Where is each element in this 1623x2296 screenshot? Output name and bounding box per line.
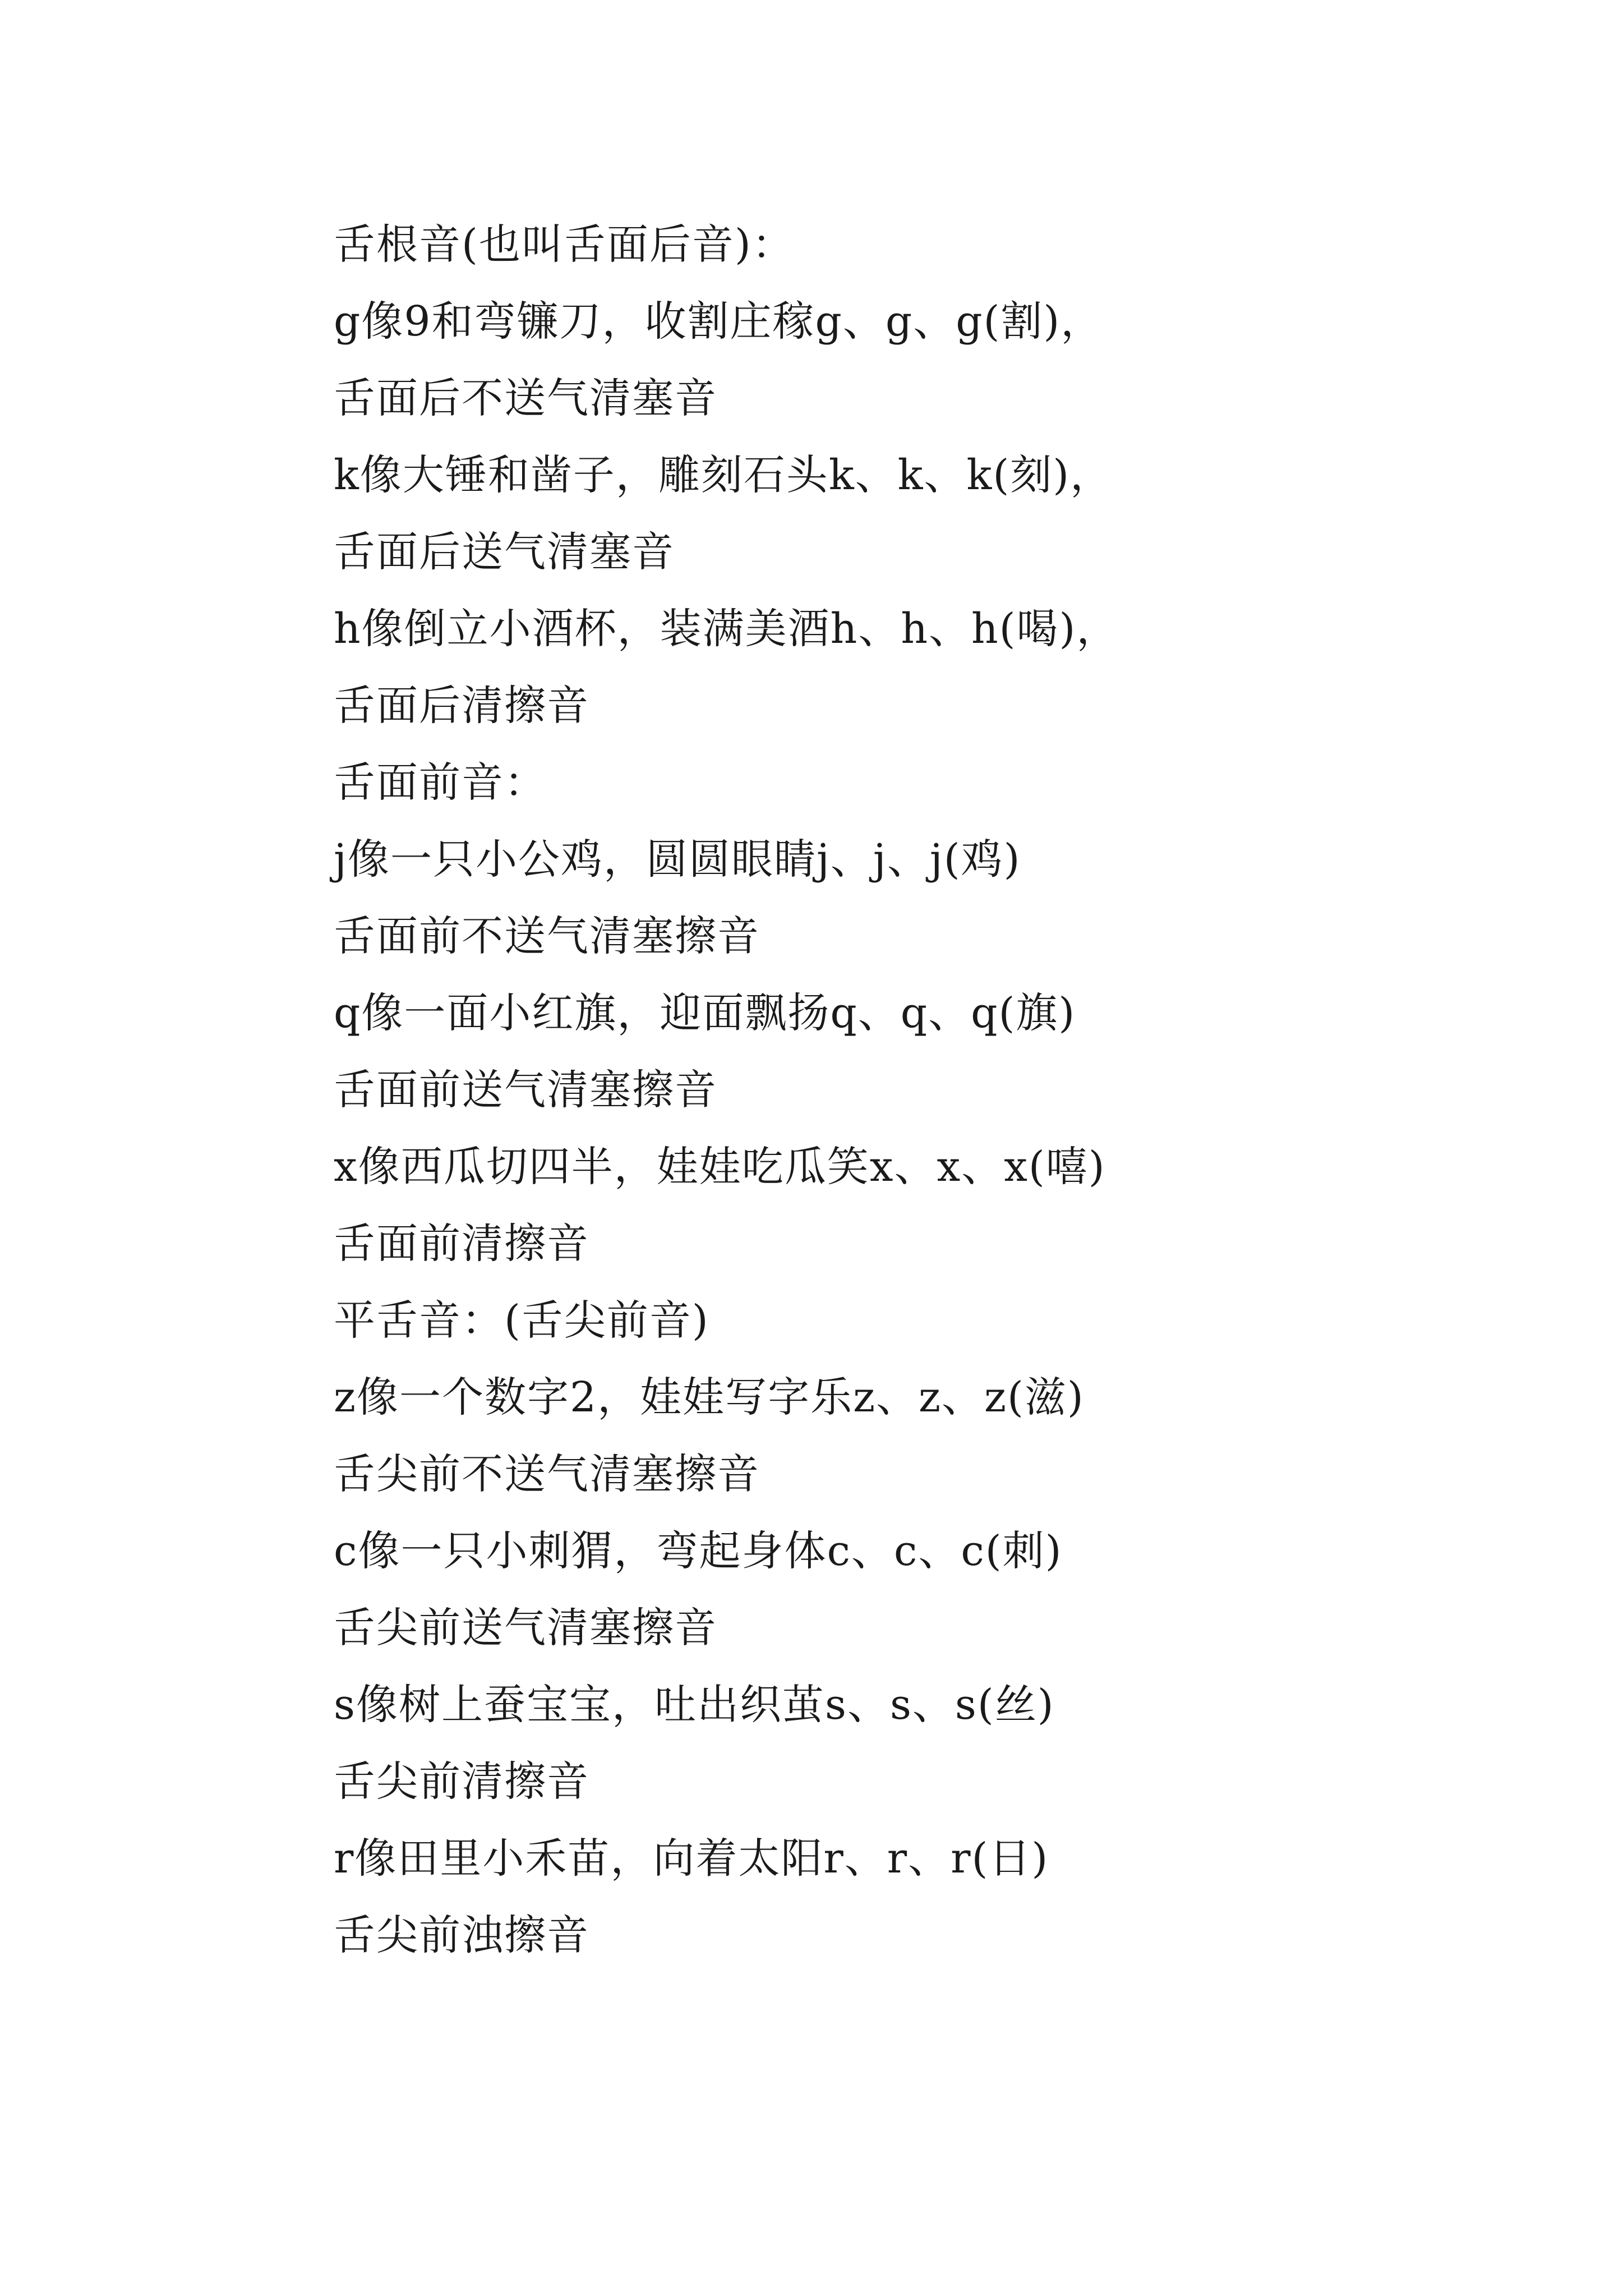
text-line-x-desc: 舌面前清擦音 bbox=[334, 1220, 589, 1268]
section-heading-flat-tongue: 平舌音：(舌尖前音) bbox=[334, 1296, 709, 1345]
text-line-k-desc: 舌面后送气清塞音 bbox=[334, 528, 675, 576]
text-line-c-desc: 舌尖前送气清塞擦音 bbox=[334, 1604, 717, 1652]
document-body bbox=[334, 206, 1455, 1974]
text-line-c: c像一只小刺猬，弯起身体c、c、c(刺) bbox=[334, 1527, 1063, 1575]
text-line-r-desc: 舌尖前浊擦音 bbox=[334, 1911, 589, 1959]
text-line-s: s像树上蚕宝宝，吐出织茧s、s、s(丝) bbox=[334, 1681, 1055, 1729]
text-line-k: k像大锤和凿子，雕刻石头k、k、k(刻)， bbox=[334, 451, 1113, 499]
text-line-r: r像田里小禾苗，向着太阳r、r、r(日) bbox=[334, 1834, 1049, 1883]
text-line-j: j像一只小公鸡，圆圆眼睛j、j、j(鸡) bbox=[334, 835, 1021, 884]
text-line-q-desc: 舌面前送气清塞擦音 bbox=[334, 1066, 717, 1114]
text-line-h: h像倒立小酒杯，装满美酒h、h、h(喝)， bbox=[334, 605, 1119, 653]
section-heading-back-tongue: 舌根音(也叫舌面后音)： bbox=[334, 220, 795, 269]
text-line-g: g像9和弯镰刀，收割庄稼g、g、g(割)， bbox=[334, 297, 1104, 346]
text-line-x: x像西瓜切四半，娃娃吃瓜笑x、x、x(嘻) bbox=[334, 1143, 1106, 1191]
text-line-z-desc: 舌尖前不送气清塞擦音 bbox=[334, 1450, 760, 1498]
text-line-s-desc: 舌尖前清擦音 bbox=[334, 1757, 589, 1806]
text-line-g-desc: 舌面后不送气清塞音 bbox=[334, 374, 717, 422]
section-heading-front-tongue: 舌面前音： bbox=[334, 758, 547, 807]
text-line-z: z像一个数字2，娃娃写字乐z、z、z(滋) bbox=[334, 1373, 1085, 1421]
text-line-q: q像一面小红旗，迎面飘扬q、q、q(旗) bbox=[334, 989, 1076, 1037]
text-line-j-desc: 舌面前不送气清塞擦音 bbox=[334, 912, 760, 960]
text-line-h-desc: 舌面后清擦音 bbox=[334, 682, 589, 730]
